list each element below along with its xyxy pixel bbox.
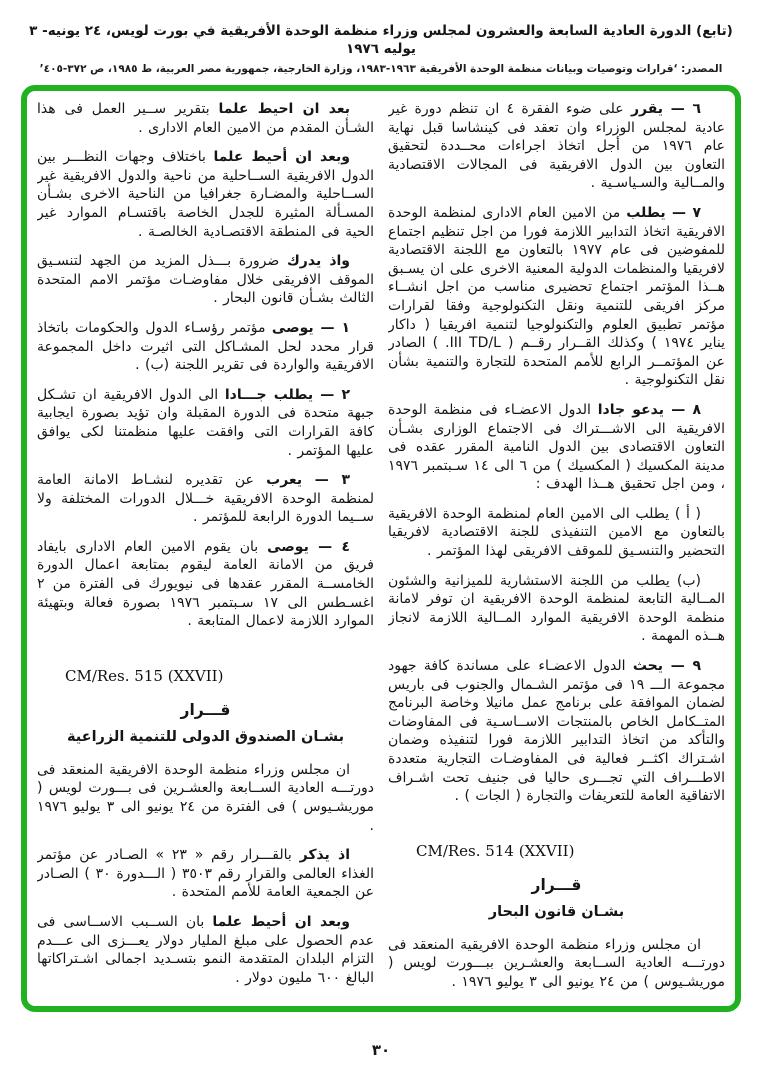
resolution-subtitle-ifad: بشـان الصندوق الدولى للتنمية الزراعية (66, 728, 345, 745)
paragraph-text: ان مجلس وزراء منظمة الوحدة الافريقية المنعقد فى دورتـــه العادية الســابعة والعشـرين ببـــورت لويس ( موريشـيوس ) من ٢٤ يونيو الى ٣ يوليو ١٩٧٦ . (388, 936, 725, 990)
page-number: ٣٠ (371, 1041, 391, 1059)
paragraph-8a (388, 505, 725, 561)
paragraph-recalling (37, 846, 374, 902)
paragraph-lead: ٤ — يوصى (267, 538, 350, 555)
paragraph-preamble-515 (37, 761, 374, 835)
paragraph-8b (388, 572, 725, 646)
paragraph-lead: ٦ — يقرر (630, 101, 701, 117)
paragraph-2 (37, 386, 374, 460)
paragraph-text: من الامين العام الادارى لمنظمة الوحدة الافريقية اتخاذ التدابير اللازمة فورا من اجل تنظيم اجتماع للمفوضين فى عام ١٩٧٧ بالتعاون مع اللجنة الاقتصادية لافريقيا والمنظمات الدولية المعنية الاخرى على ان يسـبق هــذا المؤتمر اجتماع تحضيرى مناسب من اجل انشــاء مركز افريقى للتنمية ونقل التكنولوجية وفقا لقرارات مؤتمر تطبيق العلوم والتكنولوجيا لتنمية افريقيا ( داكار يناير ١٩٧٤ ) وكذلك القــرار رقــم ( III TD/L. ) الصادر عن المؤتمــر الرابع للأمم المتحدة للتجارة والتنمية بشأن نقل التكنولوجية . (388, 204, 725, 389)
paragraph-text: الى الدول الافريقية ان تشـكل جبهة متحدة فى الدورة المقبلة وان تؤيد بصورة ايجابية كافة القرارات التى وافقت عليها منظمتنا لكى يوافق عليها المؤتمر . (37, 386, 374, 459)
page-header (0, 0, 762, 75)
paragraph-lead: ٢ — يطلب جـــادا (224, 386, 350, 403)
paragraph-7 (388, 204, 725, 390)
resolution-title: قـــرار (531, 875, 582, 894)
paragraph-lead: ٩ — يحث (632, 658, 701, 675)
paragraph-text: باختلاف وجهات النظـــر بين الدول الافريقية الســاحلية من ناحية والدول الافريقية غير الســاحلية والمضـارة جغرافيا من الناحية الاخرى بشـأن المسـألة المثيرة للجدل الخاصة باقتسـام الموارد غير الحية فى المنطقة الاقتصـادية الخالصـة . (37, 149, 374, 240)
paragraph-lead: اذ يذكر (299, 847, 351, 864)
paragraph-lead: وبعد ان أحيط علما (212, 914, 350, 930)
paragraph-lead: ٧ — يطلب (626, 204, 701, 221)
paragraph-4 (37, 538, 374, 631)
paragraph-noted-differences (37, 148, 374, 241)
paragraph-lead: ٣ — يعرب (266, 472, 351, 489)
paragraph-text: عن تقديره لنشـاط الامانة العامة لمنظمة الوحدة الافريقية خـــلال الدورات المختلفة ولا ســيما الدورة الرابعة للمؤتمر . (37, 472, 374, 526)
paragraph-1 (37, 319, 374, 375)
paragraph-text: بالقـــرار رقم « ٢٣ » الصـادر عن مؤتمر الغذاء العالمى والقرار رقم ٣٥٠٣ ( الـــدورة ٣٠ ) الصـادر عن الجمعية العامة للأمم المتحدة . (37, 847, 374, 901)
paragraph-3 (37, 471, 374, 527)
paragraph-lead: ١ — يوصى (271, 319, 350, 336)
paragraph-lead: بعد ان احيط علما (218, 101, 350, 117)
paragraph-6 (388, 100, 725, 193)
two-column-layout (27, 91, 735, 1006)
paragraph-8 (388, 401, 725, 494)
content-frame (21, 85, 741, 1012)
resolution-code-514: CM/Res. 514 (XXVII) (416, 841, 575, 860)
paragraph-preamble-514 (388, 936, 725, 992)
paragraph-text: الدول الاعضـاء على مساندة كافة جهود مجموعة الـــ ١٩ فى مؤتمر الشـمال والجنوب فى باريس لضمان الموافقة على برنامج عمل مانيلا وخاصة البرنامج المتــكامل الخاص بالمنتجات الاســاسـية فى المفاوضات والتأكد من اتخاذ التدابير اللازمة فورا لتنفيذه وضمان اشـتراك اكثــر فعالية فى المفاوضـات التجارية متعددة الاطـــراف التي تجـــرى حاليا فى جنيف تحت اشـراف الاتفاقية العامة للتعريفات والتجارة ( الجات ) . (388, 658, 725, 805)
resolution-title: قـــرار (180, 700, 231, 719)
paragraph-text: ان مجلس وزراء منظمة الوحدة الافريقية المنعقد فى دورتـــه العادية الســابعة والعشـرين فى بـــورت لويس ( موريشـيوس ) فى الفترة من ٢٤ يونيو الى ٣ يوليو ١٩٧٦ . (37, 761, 374, 834)
page-header-title: (تابع) الدورة العادية السابعة والعشرون لمجلس وزراء منظمة الوحدة الأفريقية في بورت لويس، ٢٤ يونيه- ٣ يوليه ١٩٧٦ (29, 23, 733, 58)
paragraph-text: الدول الاعضـاء فى منظمة الوحدة الافريقية الى الاشـــتراك فى الاجتماع الوزارى بشـأن التعاون الاقتصادى بين الدول النامية المقرر عقده فى مدينة المكسيك ( المكسيك ) من ٦ الى ١٤ سـبتمبر ١٩٧٦ ، ومن اجل تحقيق هــذا الهدف : (388, 401, 725, 493)
resolution-code-515: CM/Res. 515 (XXVII) (65, 666, 224, 685)
paragraph-lead: ٨ — يدعو جادا (597, 401, 701, 418)
paragraph-9 (388, 657, 725, 806)
paragraph-text: بان الســبب الاســاسى فى عدم الحصول على مبلغ المليار دولار يعـــزى الى عـــدم التزام البلدان المتقدمة النمو بتسـديد اجمالى اشـتراكاتها البالغ ٦٠٠ مليون دولار . (37, 914, 374, 986)
column-left (37, 100, 374, 1000)
paragraph-lead: وبعد ان أحيط علما (213, 149, 350, 166)
paragraph-text: ضرورة بـــذل المزيد من الجهد لتنسـيق الموقف الافريقى خلال مفاوضـات مؤتمر الامم المتحدة الثالث بشـأن قانون البحار . (37, 253, 374, 307)
paragraph-noted-report (37, 100, 374, 137)
resolution-subtitle-law-of-sea: بشـان قانون البحار (488, 903, 625, 920)
paragraph-aware (37, 252, 374, 308)
paragraph-text: على ضوء الفقرة ٤ ان تنظم دورة غير عادية لمجلس الوزراء وان تعقد فى كينشاسا قبل نهاية عام ١٩٧٦ من أجل اتخاذ اجراءات محــددة لتحقيق التعاون بين الدول الافريقية فى المجالات الاقتصادية والمــالية والسـياسـية . (388, 101, 725, 192)
paragraph-text: ( أ ) يطلب الى الامين العام لمنظمة الوحدة الافريقية بالتعاون مع الامين التنفيذى للجنة الاقتصادية لافريقيا التحضير والتنسـيق للموقف الافريقى لهذا المؤتمر . (388, 505, 725, 560)
paragraph-noted-billion (37, 913, 374, 987)
paragraph-text: بتقرير ســير العمل فى هذا الشـأن المقدم من الامين العام الادارى . (37, 101, 374, 136)
page-header-source: المصدر: ‘قرارات وتوصيات وبيانات منظمة الوحدة الأفريقية ١٩٦٣-١٩٨٣، وزارة الخارجية، جمهورية مصر العربية، ط ١٩٨٥، ص ٣٧٢-٤٠٥’ (39, 63, 723, 76)
paragraph-text: (ب) يطلب من اللجنة الاستشارية للميزانية والشئون المــالية التابعة لمنظمة الوحدة الافريقية ان توفر لامانة منظمة الوحدة الافريقية الموارد المــالية اللازمة لانجاز هــذه المهمة . (388, 572, 725, 645)
paragraph-text: بان يقوم الامين العام الادارى بايفاد فريق من الامانة العامة ليقوم بمتابعة اعمال الدورة الخامســة المقرر عقدها فى نيويورك فى الفترة من ٢ اغسـطس الى ١٧ سـبتمبر ١٩٧٦ بصورة فعالة وبتهيئة الموارد اللازمة لاعمال المتابعة . (37, 538, 374, 630)
paragraph-lead: واذ يدرك (286, 253, 351, 270)
column-right (388, 100, 725, 1000)
paragraph-text: مؤتمر رؤسـاء الدول والحكومات باتخاذ قرار محدد لحل المشـاكل التى اثيرت داخل المجموعة الافريقية والواردة فى تقرير اللجنة (ب) . (37, 319, 374, 374)
